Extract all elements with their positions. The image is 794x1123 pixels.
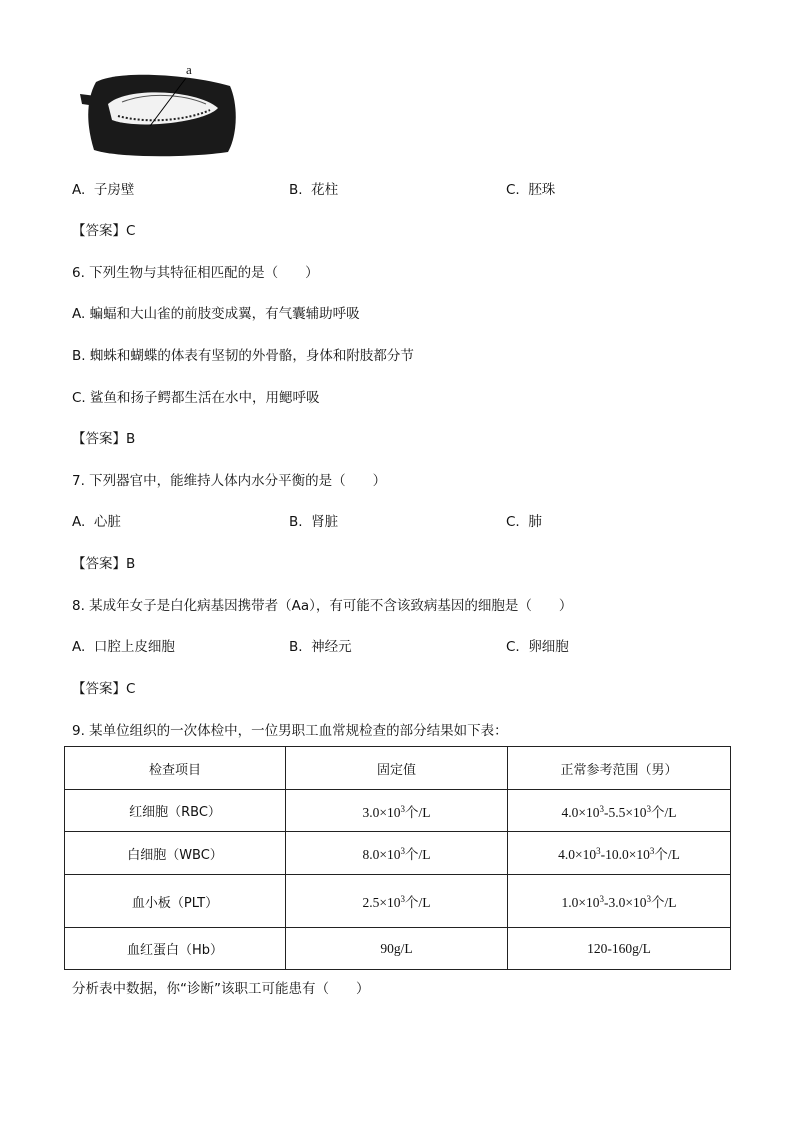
- answer-tag: 【答案】: [72, 431, 126, 447]
- option-text: 神经元: [311, 639, 352, 655]
- option-text: 卵细胞: [528, 639, 569, 655]
- option-text: 肺: [528, 514, 542, 530]
- option-text: 胚珠: [528, 182, 556, 198]
- option-letter: C.: [506, 182, 520, 198]
- q6-stem: 6. 下列生物与其特征相匹配的是（ ）: [72, 265, 319, 281]
- item-cell: 红细胞（RBC）: [65, 790, 286, 832]
- value-cell: $8.0\times 10^3$个/L: [286, 832, 508, 875]
- option-letter: A.: [72, 514, 86, 530]
- table-header: 检查项目: [65, 747, 286, 790]
- value-cell: $2.5\times 10^3$个/L: [286, 875, 508, 928]
- option-text: 肾脏: [311, 514, 339, 530]
- option-letter: B.: [289, 514, 303, 530]
- item-cell: 白细胞（WBC）: [65, 832, 286, 875]
- pod-figure: [78, 64, 242, 160]
- q9-stem: 9. 某单位组织的一次体检中，一位男职工血常规检查的部分结果如下表：: [72, 723, 508, 739]
- q5-answer: [72, 219, 135, 239]
- q8-option-c: [506, 635, 569, 655]
- range-cell: 120-160g/L: [508, 928, 731, 970]
- item-cell: 血小板（PLT）: [65, 875, 286, 928]
- q7-answer: [72, 552, 135, 572]
- item-cell: 血红蛋白（Hb）: [65, 928, 286, 970]
- table-row: [65, 832, 731, 875]
- answer-value: C: [126, 681, 136, 697]
- q6-answer: [72, 427, 135, 447]
- table-header-row: [65, 747, 731, 790]
- option-letter: A.: [72, 182, 86, 198]
- q7-option-b: [289, 510, 338, 530]
- q6-option-a: A. 蝙蝠和大山雀的前肢变成翼，有气囊辅助呼吸: [72, 306, 360, 322]
- table-row: [65, 928, 731, 970]
- range-cell: $4.0\times 10^3-10.0\times 10^3$个/L: [508, 832, 731, 875]
- option-text: 花柱: [311, 182, 339, 198]
- option-letter: C.: [506, 514, 520, 530]
- q7-option-a: [72, 510, 121, 530]
- table-header: 正常参考范围（男）: [508, 747, 731, 790]
- q6-option-b: B. 蜘蛛和蝴蝶的体表有坚韧的外骨骼，身体和附肢都分节: [72, 348, 414, 364]
- q8-stem: 8. 某成年女子是白化病基因携带者（Aa），有可能不含该致病基因的细胞是（ ）: [72, 598, 573, 614]
- q5-option-c: [506, 178, 555, 198]
- value-cell: $3.0\times 10^3$个/L: [286, 790, 508, 832]
- table-row: [65, 875, 731, 928]
- answer-value: B: [126, 556, 136, 572]
- answer-value: C: [126, 223, 136, 239]
- q9-followup: 分析表中数据，你“诊断”该职工可能患有（ ）: [72, 981, 370, 997]
- answer-tag: 【答案】: [72, 681, 126, 697]
- q5-option-a: [72, 178, 134, 198]
- q8-answer: [72, 677, 135, 697]
- range-cell: $1.0\times 10^3-3.0\times 10^3$个/L: [508, 875, 731, 928]
- q8-option-a: [72, 635, 175, 655]
- option-text: 心脏: [93, 514, 121, 530]
- option-letter: A.: [72, 639, 86, 655]
- option-letter: B.: [289, 182, 303, 198]
- value-cell: 90g/L: [286, 928, 508, 970]
- q8-option-b: [289, 635, 352, 655]
- figure-label-a: a: [186, 62, 192, 77]
- option-text: 子房壁: [93, 182, 135, 198]
- answer-tag: 【答案】: [72, 223, 126, 239]
- blood-test-table: [64, 746, 731, 970]
- table-header: 固定值: [286, 747, 508, 790]
- option-text: 口腔上皮细胞: [93, 639, 175, 655]
- answer-tag: 【答案】: [72, 556, 126, 572]
- answer-value: B: [126, 431, 136, 447]
- range-cell: $4.0\times 10^3-5.5\times 10^3$个/L: [508, 790, 731, 832]
- q7-stem: 7. 下列器官中，能维持人体内水分平衡的是（ ）: [72, 473, 387, 489]
- q7-option-c: [506, 510, 542, 530]
- table-row: [65, 790, 731, 832]
- option-letter: B.: [289, 639, 303, 655]
- q6-option-c: C. 鲨鱼和扬子鳄都生活在水中，用鳃呼吸: [72, 390, 320, 406]
- q5-option-b: [289, 178, 338, 198]
- option-letter: C.: [506, 639, 520, 655]
